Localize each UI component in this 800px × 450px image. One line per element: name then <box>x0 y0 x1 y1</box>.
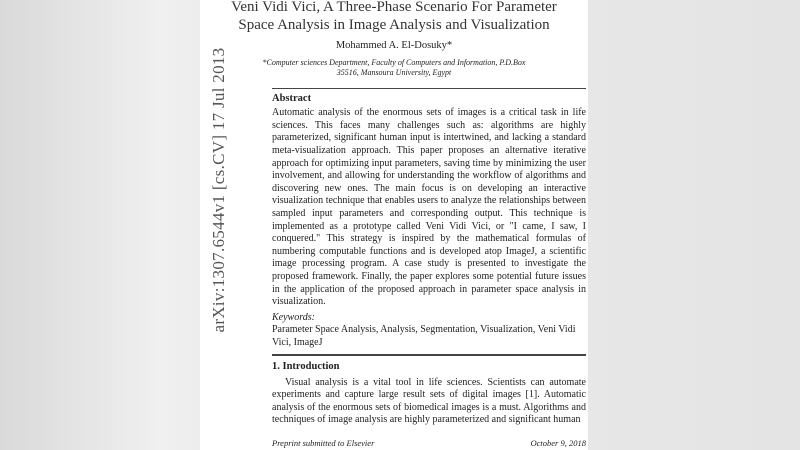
paper-page <box>200 0 588 450</box>
title-line: Space Analysis in Image Analysis and Visualization <box>238 17 550 33</box>
footer <box>272 438 586 448</box>
affiliation <box>200 58 588 78</box>
author: Mohammed A. El-Dosuky* <box>335 40 453 51</box>
paper-title <box>200 0 588 34</box>
title-line: Veni Vidi Vici, A Three-Phase Scenario For Parameter <box>231 0 557 15</box>
abstract-text: Automatic analysis of the enormous sets of images is a critical task in life sciences. This faces many challenges such as: algorithms are highly parameterized, significant human input is intertwined, and lacking a standard meta-visualization approach. This paper proposes an alternative iterative approach for optimizing input parameters, saving time by minimizing the user involvement, and allowing for understanding the workflow of algorithms and discovering new ones. The main focus is on developing an interactive visualization technique that enables users to analyze the relationships between sampled input parameters and corresponding output. This technique is implemented as a prototype called Veni Vidi Vici, or "I came, I saw, I conquered." This strategy is inspired by the mathematical formulas of numbering computable functions and is developed atop ImageJ, a scientific image processing program. A case study is presented to investigate the proposed framework. Finally, the paper explores some potential future issues in the application of the proposed approach in parameter space analysis in visualization. <box>272 107 586 308</box>
divider <box>272 88 586 89</box>
footer-left: Preprint submitted to Elsevier <box>272 438 375 448</box>
arxiv-stamp: arXiv:1307.6544v1 [cs.CV] 17 Jul 2013 <box>209 47 228 333</box>
abstract-heading: Abstract <box>272 92 312 104</box>
keywords-heading: Keywords: <box>272 311 315 323</box>
footer-right: October 9, 2018 <box>530 438 586 448</box>
keywords-text: Parameter Space Analysis, Analysis, Segmentation, Visualization, Veni Vidi Vici, ImageJ <box>272 324 576 348</box>
affiliation-line: 35516, Mansoura University, Egypt <box>336 67 452 77</box>
intro-text: Visual analysis is a vital tool in life sciences. Scientists can automate experiments and capture large result sets of digital images [1]. Automatic analysis of the enormous sets of biomedical images is a must. Algorithms and techniques of image analysis are highly parameterized and significant human <box>272 376 586 426</box>
section-heading: 1. Introduction <box>272 360 340 372</box>
divider <box>272 354 586 356</box>
affiliation-line: *Computer sciences Department, Faculty of Computers and Information, P.D.Box <box>262 57 526 67</box>
